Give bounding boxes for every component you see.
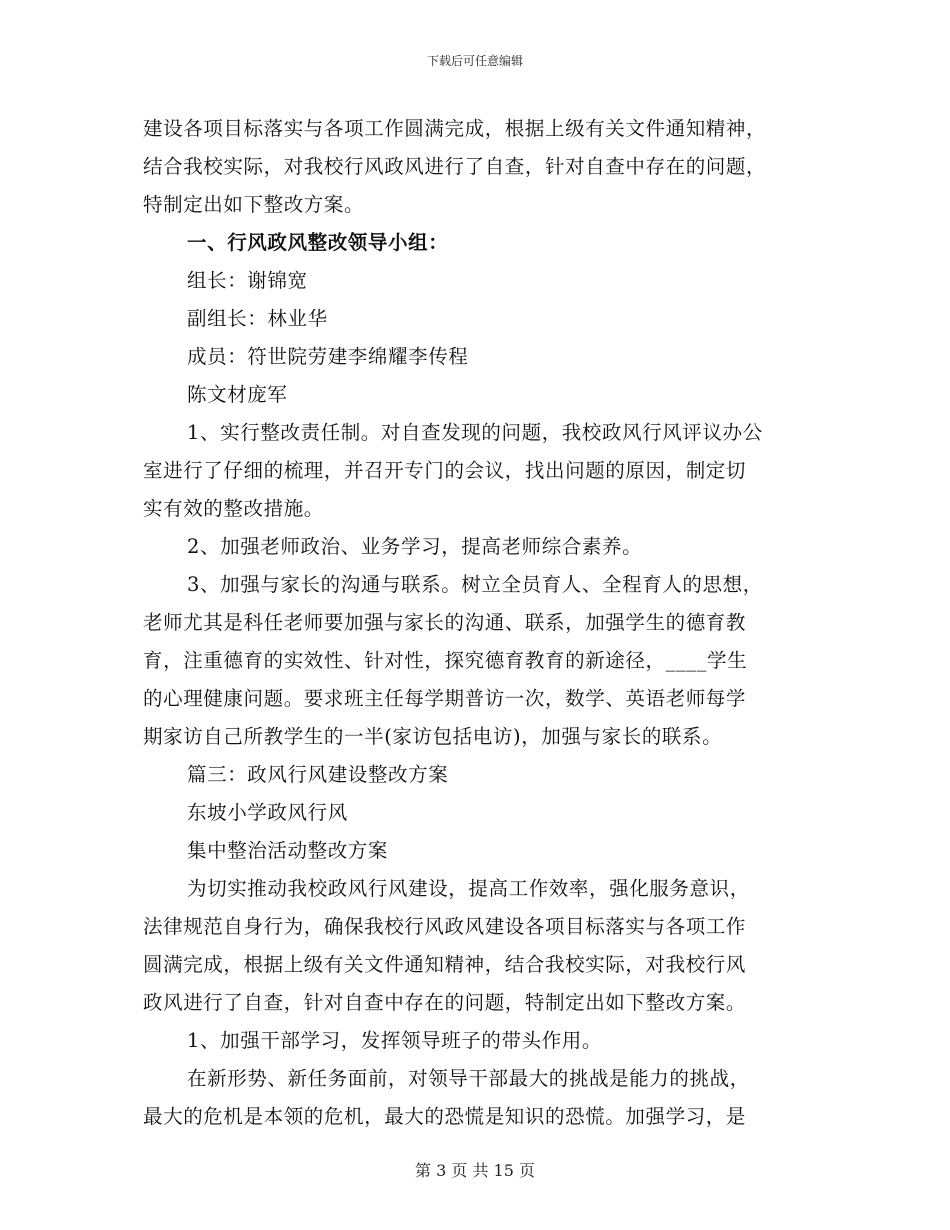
text-line: 圆满完成，根据上级有关文件通知精神，结合我校实际，对我校行风 bbox=[143, 953, 747, 976]
text-line: 期家访自己所教学生的一半(家访包括电访)，加强与家长的联系。 bbox=[143, 725, 723, 748]
text-line: 1、加强干部学习，发挥领导班子的带头作用。 bbox=[187, 1029, 603, 1052]
text-line: 育，注重德育的实效性、针对性，探究德育教育的新途径，____学生 bbox=[143, 649, 748, 672]
text-line: 老师尤其是科任老师要加强与家长的沟通、联系，加强学生的德育教 bbox=[143, 611, 747, 634]
text-line: 建设各项目标落实与各项工作圆满完成，根据上级有关文件通知精神， bbox=[143, 117, 767, 140]
text-line: 集中整治活动整改方案 bbox=[187, 839, 389, 862]
page-footer: 第 3 页 共 15 页 bbox=[415, 1161, 535, 1180]
text-line: 副组长：林业华 bbox=[187, 307, 328, 330]
page-header: 下载后可任意编辑 bbox=[426, 54, 523, 68]
text-line: 2、加强老师政治、业务学习，提高老师综合素养。 bbox=[187, 535, 643, 558]
section-heading: 一、行风政风整改领导小组： bbox=[187, 231, 449, 254]
text-line: 3、加强与家长的沟通与联系。树立全员育人、全程育人的思想， bbox=[187, 573, 763, 596]
text-line: 的心理健康问题。要求班主任每学期普访一次，数学、英语老师每学 bbox=[143, 687, 747, 710]
text-line: 政风进行了自查，针对自查中存在的问题，特制定出如下整改方案。 bbox=[143, 991, 747, 1014]
text-line: 室进行了仔细的梳理，并召开专门的会议，找出问题的原因，制定切 bbox=[143, 459, 747, 482]
text-line: 篇三：政风行风建设整改方案 bbox=[187, 763, 449, 786]
text-line: 最大的危机是本领的危机，最大的恐慌是知识的恐慌。加强学习，是 bbox=[143, 1105, 747, 1128]
text-line: 在新形势、新任务面前，对领导干部最大的挑战是能力的挑战， bbox=[187, 1067, 750, 1090]
text-line: 组长：谢锦宽 bbox=[187, 269, 308, 292]
text-line: 法律规范自身行为，确保我校行风政风建设各项目标落实与各项工作 bbox=[143, 915, 747, 938]
document-body bbox=[143, 110, 823, 1136]
text-line: 成员：符世院劳建李绵耀李传程 bbox=[187, 345, 469, 368]
text-line: 结合我校实际，对我校行风政风进行了自查，针对自查中存在的问题， bbox=[143, 155, 767, 178]
text-line: 陈文材庞军 bbox=[187, 383, 288, 406]
text-line: 实有效的整改措施。 bbox=[143, 497, 324, 520]
text-line: 东坡小学政风行风 bbox=[187, 801, 348, 824]
text-line: 1、实行整改责任制。对自查发现的问题，我校政风行风评议办公 bbox=[187, 421, 763, 444]
text-line: 特制定出如下整改方案。 bbox=[143, 193, 365, 216]
text-line: 为切实推动我校政风行风建设，提高工作效率，强化服务意识， bbox=[187, 877, 750, 900]
